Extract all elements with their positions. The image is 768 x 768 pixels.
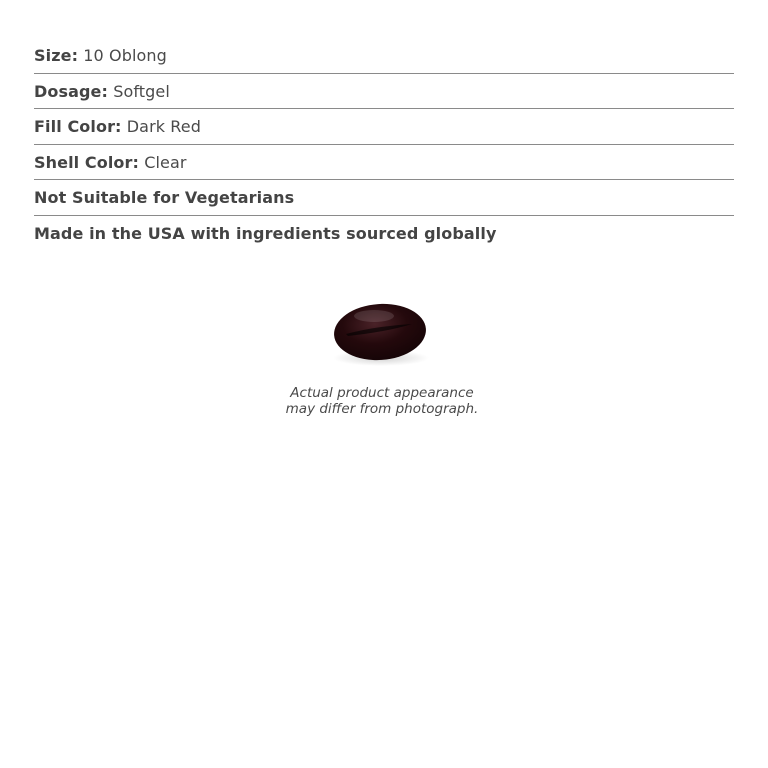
spec-label: Fill Color: — [34, 117, 122, 137]
spec-row-origin — [34, 216, 734, 252]
caption-line-2: may differ from photograph. — [285, 401, 479, 417]
product-specs-list — [34, 38, 734, 252]
spec-value: 10 Oblong — [83, 46, 167, 65]
spec-label: Size: — [34, 46, 79, 65]
softgel-product-image — [326, 298, 434, 370]
spec-label: Made in the USA with ingredients sourced globally — [34, 223, 497, 243]
product-appearance-disclaimer — [234, 385, 530, 417]
spec-value: Clear — [144, 152, 187, 172]
spec-row-dosage — [34, 74, 734, 110]
spec-value: Dark Red — [126, 117, 202, 137]
spec-row-fill-color — [34, 109, 734, 145]
spec-row-shell-color — [34, 145, 734, 181]
caption-line-1: Actual product appearance — [290, 385, 474, 401]
spec-label: Dosage: — [34, 81, 108, 101]
spec-row-size — [34, 38, 734, 74]
spec-row-vegetarian — [34, 180, 734, 216]
spec-label: Shell Color: — [34, 152, 140, 172]
spec-value: Softgel — [113, 81, 170, 101]
spec-label: Not Suitable for Vegetarians — [34, 188, 295, 208]
